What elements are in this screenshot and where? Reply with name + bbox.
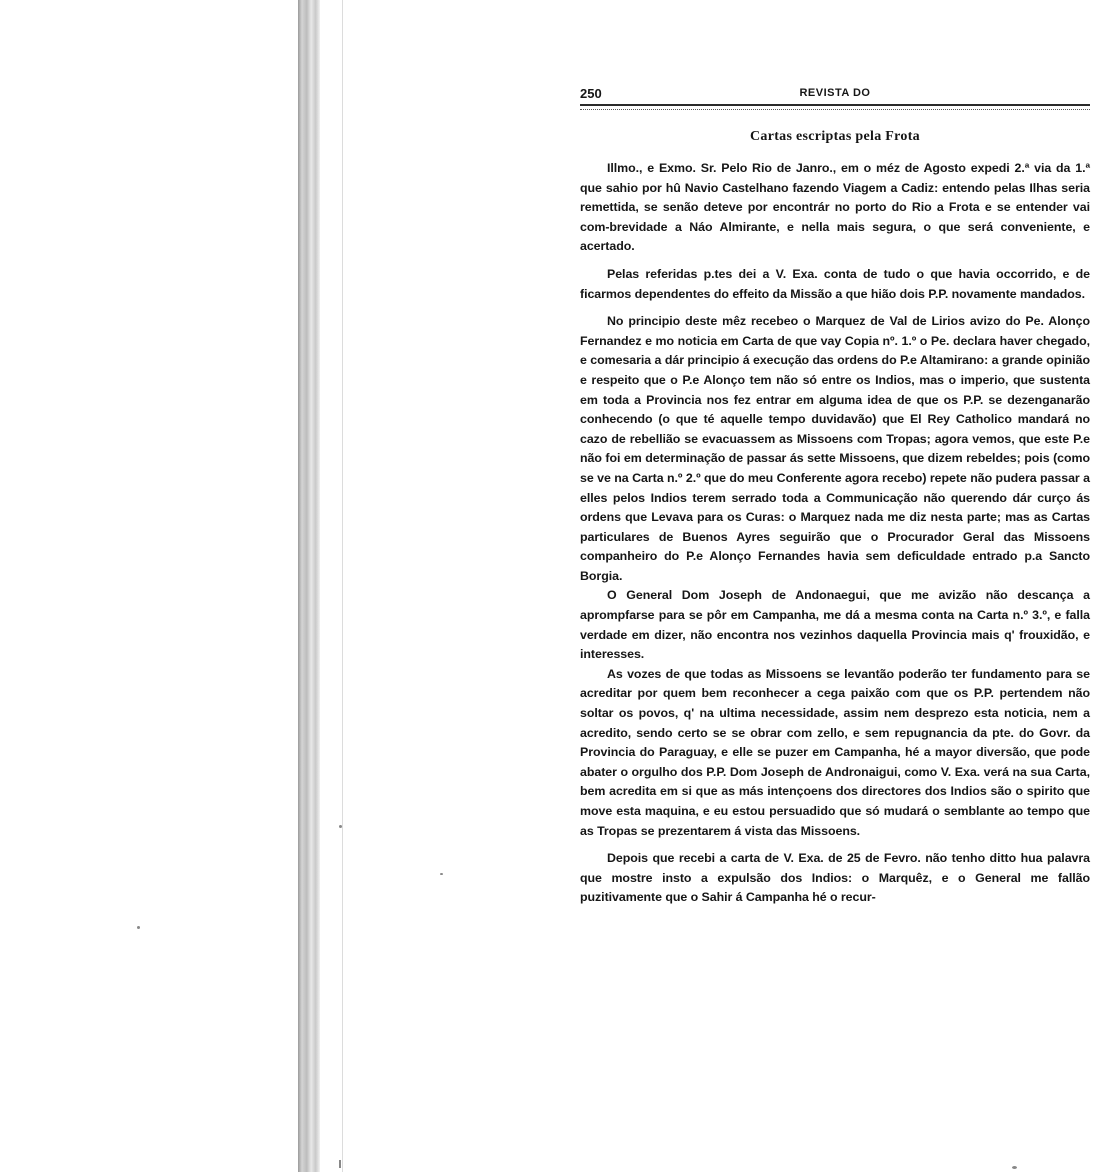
paragraph: As vozes de que todas as Missoens se levantão poderão ter fundamento para se acreditar por quem bem reconhecer a cega paixão com que os P.P. pertendem não soltar os povos, q' na ultima necessidade, assim nem desprezo esta noticia, nem a acredito, sendo certo se se obrar com zello, e sem repugnancia da pte. do Govr. da Provincia do Paraguay, e elle se puzer em Campanha, hé a mayor diversão, que pode abater o orgulho dos P.P. Dom Joseph de Andronaigui, como V. Exa. verá na sua Carta, bem acredita em si que as más intençoens dos directores dos Indios são o spirito que move esta maquina, e eu estou persuadido que só mudará o semblante ao tempo que as Tropas se prezentarem á vista das Missoens. [580,666,1090,838]
paragraph: O General Dom Joseph de Andonaegui, que me avizão não descança a aprompfarse para se pôr em Campanha, me dá a mesma conta na Carta n.º 3.º, e falla verdade em dizer, não encontra nos vezinhos daquella Provincia mais q' frouxidão, e interesses. [580,588,1090,662]
book-gutter [298,0,320,1172]
section-title: Cartas escriptas pela Frota [750,129,920,144]
header-rule [580,104,1090,110]
running-head [580,86,1090,102]
book-page [580,86,1090,908]
journal-title: REVISTA DO [799,87,871,99]
scan-speck [1012,1166,1017,1169]
scan-speck [339,1160,341,1168]
scan-speck [339,825,342,828]
paragraph: Depois que recebi a carta de V. Exa. de 25 de Fevro. não tenho ditto hua palavra que mostre insto a expulsão dos Indios: o Marquêz, e o General me fallão puzitivamente que o Sahir á Campanha hé o recur- [580,851,1090,905]
scan-speck [137,926,140,929]
gutter-edge-line [342,0,343,1172]
paragraph: No principio deste mêz recebeo o Marquez de Val de Lirios avizo do Pe. Alonço Fernandez e mo noticia em Carta de que vay Copia nº. 1.º o Pe. declara haver chegado, e comesaria a dár principio á execução das ordens do P.e Altamirano: a grande opinião e respeito que o P.e Alonço tem não só entre os Indios, mas o imperio, que sustenta em toda a Provincia nos fez entrar em alguma idea de que os P.P. se dezenganarão conhecendo (o que té aquelle tempo duvidavão) que El Rey Catholico mandará no cazo de rebellião se evacuassem as Missoens com Tropas; agora vemos, que este P.e não foi em determinação de passar ás sette Missoens, que dizem rebeldes; pois (como se ve na Carta n.º 2.º que do meu Conferente agora recebo) repete não pudera passar a elles pelos Indios terem serrado toda a Communicação não querendo dár curço ás ordens que Levava para os Curas: o Marquez nada me diz nesta parte; mas as Cartas particulares de Buenos Ayres seguirão que o Procurador Geral das Missoens companheiro do P.e Alonço Fernandes havia sem deficuldade entrado p.a Sancto Borgia. [580,314,1090,583]
paragraph: Pelas referidas p.tes dei a V. Exa. conta de tudo o que havia occorrido, e de ficarmos dependentes do effeito da Missão a que hião dois P.P. novamente mandados. [580,266,1090,301]
page-number: 250 [580,86,602,101]
paragraph: Illmo., e Exmo. Sr. Pelo Rio de Janro., em o méz de Agosto expedi 2.ª via da 1.ª que sahio por hû Navio Castelhano fazendo Viagem a Cadiz: entendo pelas Ilhas seria remettida, se senão deteve por encontrár no porto do Rio a Frota e se entender vai com-brevidade a Náo Almirante, e nella mais segura, o que será conveniente, e acertado. [580,161,1090,254]
scan-speck [440,873,443,875]
